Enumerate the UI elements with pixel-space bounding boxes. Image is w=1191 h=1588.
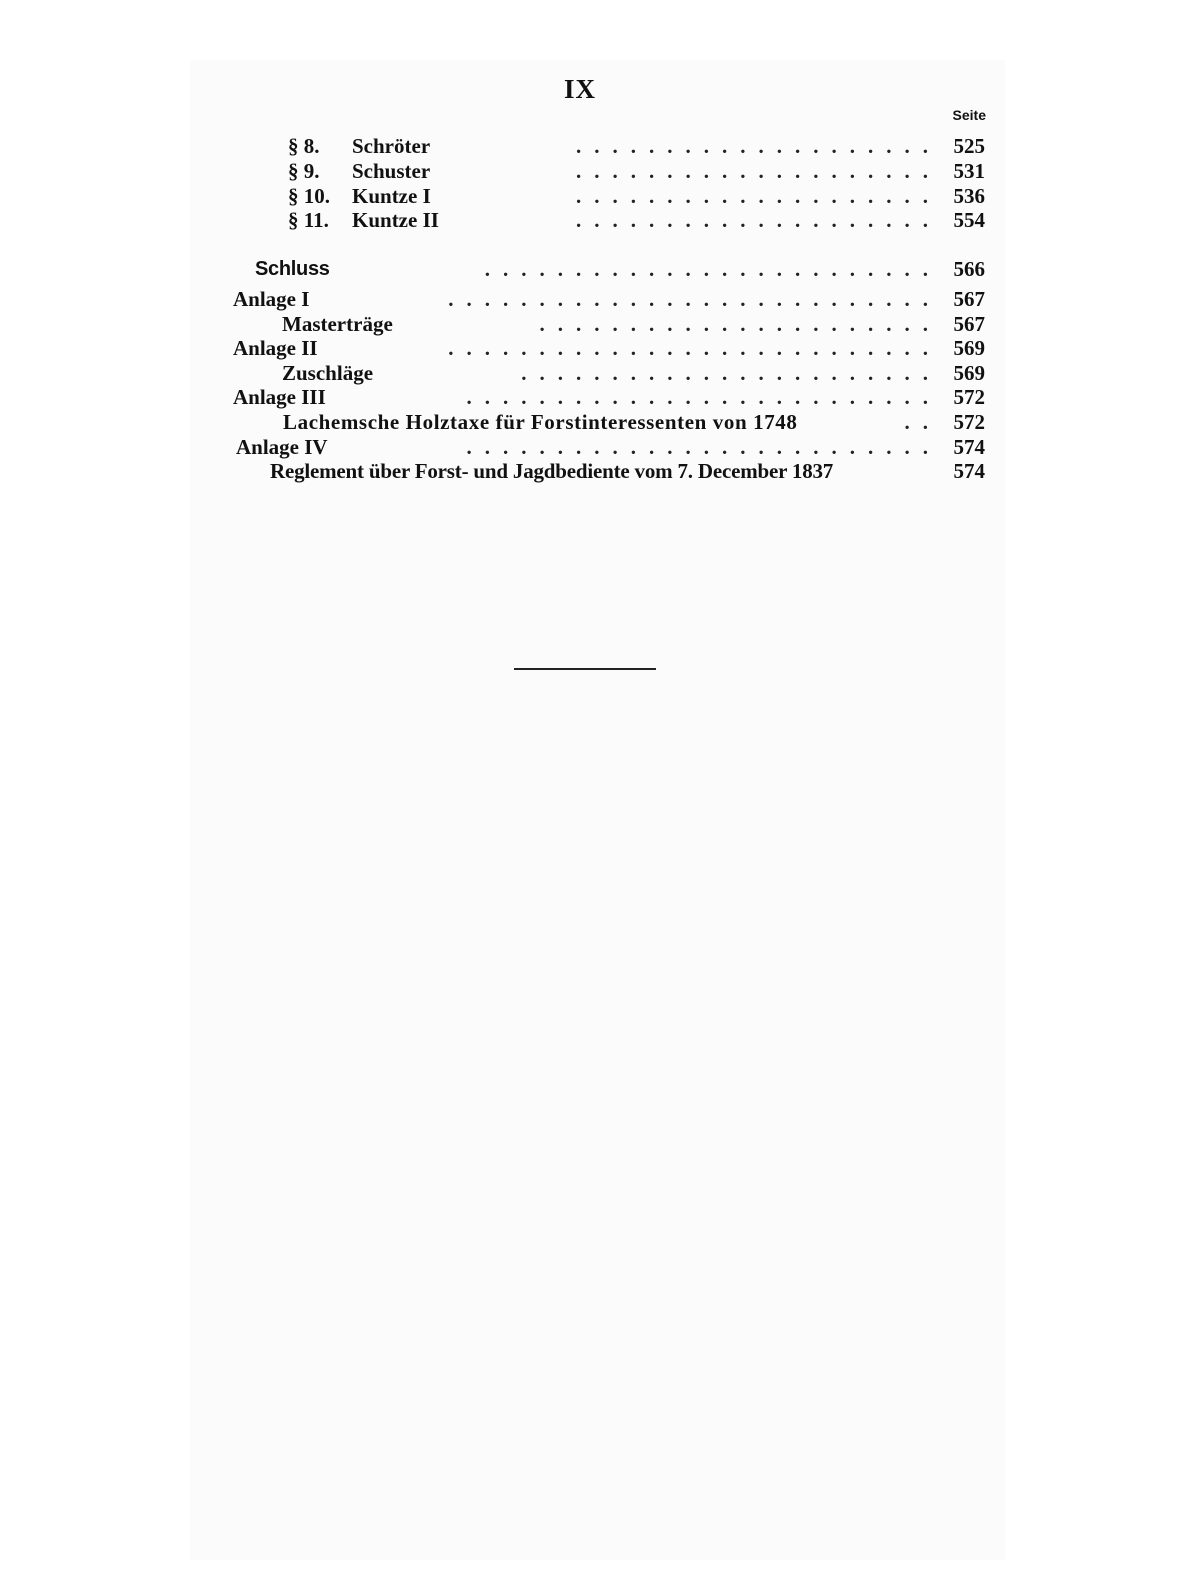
- entry-title: Reglement über Forst- und Jagdbediente vom 7. December 1837: [270, 459, 834, 483]
- page-reference: 531: [953, 159, 985, 183]
- dot-leader: ....................: [576, 208, 941, 232]
- page-reference: 574: [953, 459, 985, 483]
- toc-entry: [270, 459, 985, 483]
- toc-entry: [288, 208, 985, 232]
- entry-title: Anlage I: [233, 287, 310, 311]
- page-reference: 569: [953, 361, 985, 385]
- entry-title: Kuntze II: [352, 208, 439, 232]
- entry-title: Anlage III: [233, 385, 326, 409]
- page-reference: 567: [953, 312, 985, 336]
- page-reference: 567: [953, 287, 985, 311]
- page-reference: 536: [953, 184, 985, 208]
- toc-entry: [255, 257, 985, 281]
- page-reference: 569: [953, 336, 985, 360]
- page-reference: 525: [953, 134, 985, 158]
- entry-title: Anlage IV: [236, 435, 328, 459]
- dot-leader: ......................: [539, 312, 941, 336]
- page-reference: 572: [953, 385, 985, 409]
- section-number: § 8.: [288, 134, 320, 158]
- page-reference: 574: [953, 435, 985, 459]
- entry-title: Anlage II: [233, 336, 318, 360]
- toc-entry: [236, 435, 985, 459]
- page-reference: 566: [953, 257, 985, 281]
- toc-entry: [233, 336, 985, 360]
- toc-entry: [283, 410, 985, 434]
- dot-leader: ....................: [576, 159, 941, 183]
- page-reference: 572: [953, 410, 985, 434]
- toc-entry: [288, 159, 985, 183]
- entry-title: Kuntze I: [352, 184, 431, 208]
- dot-leader: ...........................: [448, 336, 941, 360]
- toc-entry: [282, 312, 985, 336]
- page-number: IX: [563, 74, 596, 104]
- section-number: § 11.: [288, 208, 329, 232]
- entry-title: Schluss: [255, 258, 330, 280]
- section-number: § 10.: [288, 184, 330, 208]
- dot-leader: .........................: [484, 257, 941, 281]
- section-number: § 9.: [288, 159, 320, 183]
- page-column-header: Seite: [952, 107, 986, 123]
- dot-leader: ..: [904, 410, 941, 434]
- toc-entry: [233, 385, 985, 409]
- page-reference: 554: [953, 208, 985, 232]
- dot-leader: ...........................: [448, 287, 941, 311]
- section-divider-rule: [514, 668, 656, 670]
- toc-entry: [282, 361, 985, 385]
- toc-entry: [233, 287, 985, 311]
- dot-leader: ..........................: [466, 385, 941, 409]
- entry-title: Zuschläge: [282, 361, 374, 385]
- entry-title: Schuster: [352, 159, 431, 183]
- dot-leader: .......................: [521, 361, 941, 385]
- entry-title: Masterträge: [282, 312, 393, 336]
- entry-title: Lachemsche Holztaxe für Forstinteressenten von 1748: [283, 410, 798, 434]
- entry-title: Schröter: [352, 134, 431, 158]
- dot-leader: ....................: [576, 184, 941, 208]
- dot-leader: ..........................: [466, 435, 941, 459]
- dot-leader: ....................: [576, 134, 941, 158]
- toc-entry: [288, 184, 985, 208]
- toc-entry: [288, 134, 985, 158]
